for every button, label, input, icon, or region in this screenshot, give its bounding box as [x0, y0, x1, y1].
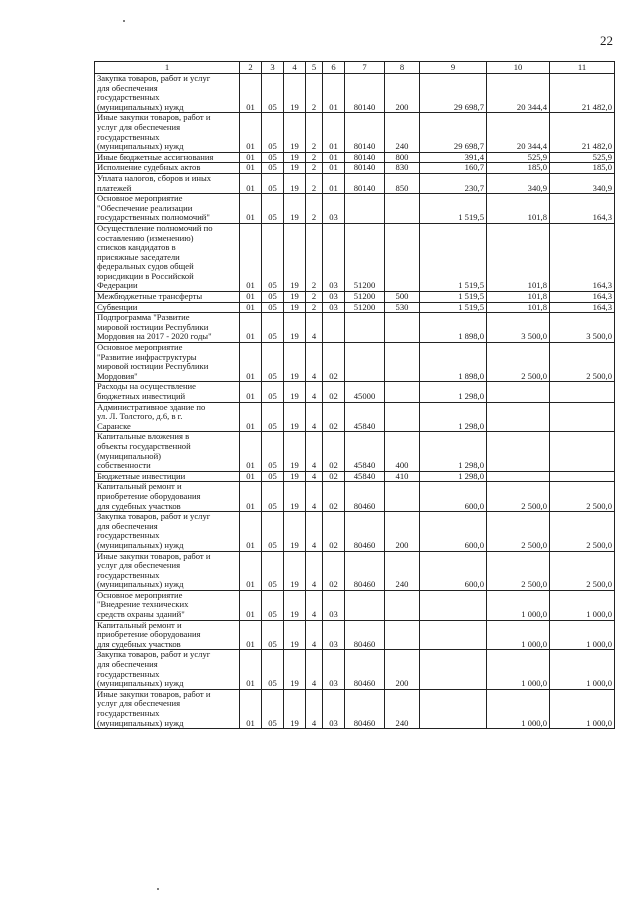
table-row — [95, 620, 615, 650]
table-cell: 05 — [262, 194, 284, 224]
scan-speck — [157, 888, 159, 890]
table-cell: 05 — [262, 471, 284, 482]
budget-table — [94, 61, 615, 729]
table-cell: 80460 — [345, 551, 385, 590]
table-cell: 2 — [306, 74, 323, 113]
table-cell: 03 — [323, 223, 345, 291]
table-cell: 19 — [284, 382, 306, 402]
table-cell: 19 — [284, 74, 306, 113]
table-cell: 05 — [262, 551, 284, 590]
table-cell: 01 — [240, 551, 262, 590]
table-cell: 4 — [306, 620, 323, 650]
table-cell: 80140 — [345, 74, 385, 113]
table-cell: 05 — [262, 113, 284, 152]
table-cell: 05 — [262, 173, 284, 193]
table-cell: 240 — [385, 113, 420, 152]
table-cell: 21 482,0 — [550, 113, 615, 152]
table-cell: 2 500,0 — [487, 482, 550, 512]
table-cell — [385, 313, 420, 343]
table-cell: 01 — [240, 302, 262, 313]
table-cell: 19 — [284, 113, 306, 152]
table-cell: 1 898,0 — [420, 313, 487, 343]
table-cell: 101,8 — [487, 223, 550, 291]
table-row — [95, 302, 615, 313]
table-cell: 80460 — [345, 689, 385, 728]
table-cell: 19 — [284, 551, 306, 590]
table-cell: 391,4 — [420, 152, 487, 163]
table-cell: 1 000,0 — [550, 650, 615, 689]
row-name-cell: Бюджетные инвестиции — [95, 471, 240, 482]
table-cell: 200 — [385, 74, 420, 113]
table-cell: 340,9 — [487, 173, 550, 193]
table-cell: 05 — [262, 482, 284, 512]
table-cell: 200 — [385, 512, 420, 551]
table-cell: 01 — [240, 471, 262, 482]
table-cell: 3 500,0 — [550, 313, 615, 343]
table-cell: 850 — [385, 173, 420, 193]
table-cell: 2 500,0 — [550, 482, 615, 512]
table-cell: 05 — [262, 382, 284, 402]
row-name-cell: Осуществление полномочий по составлению (изменению) списков кандидатов в присяжные заседатели федеральных судов общей юрисдикции в Российской Федерации — [95, 223, 240, 291]
table-cell: 2 — [306, 152, 323, 163]
row-name-cell: Иные бюджетные ассигнования — [95, 152, 240, 163]
table-cell: 101,8 — [487, 292, 550, 303]
table-row — [95, 74, 615, 113]
table-cell — [345, 194, 385, 224]
table-cell — [550, 382, 615, 402]
row-name-cell: Закупка товаров, работ и услуг для обеспечения государственных (муниципальных) нужд — [95, 650, 240, 689]
table-cell: 29 698,7 — [420, 113, 487, 152]
table-cell: 19 — [284, 302, 306, 313]
table-cell: 01 — [240, 292, 262, 303]
table-cell: 01 — [240, 650, 262, 689]
table-cell: 19 — [284, 402, 306, 432]
table-cell: 2 — [306, 113, 323, 152]
table-cell: 19 — [284, 689, 306, 728]
table-cell: 1 000,0 — [487, 620, 550, 650]
table-cell: 01 — [240, 173, 262, 193]
row-name-cell: Исполнение судебных актов — [95, 163, 240, 174]
table-cell — [420, 689, 487, 728]
column-header-8: 8 — [385, 62, 420, 74]
table-cell: 02 — [323, 512, 345, 551]
row-name-cell: Административное здание по ул. Л. Толстого, д.6, в г. Саранске — [95, 402, 240, 432]
table-cell: 1 000,0 — [487, 590, 550, 620]
table-cell: 01 — [323, 74, 345, 113]
table-cell: 03 — [323, 650, 345, 689]
table-cell: 01 — [323, 173, 345, 193]
table-cell: 19 — [284, 650, 306, 689]
table-cell: 01 — [240, 343, 262, 382]
row-name-cell: Межбюджетные трансферты — [95, 292, 240, 303]
table-cell: 01 — [240, 482, 262, 512]
table-cell — [345, 343, 385, 382]
row-name-cell: Иные закупки товаров, работ и услуг для обеспечения государственных (муниципальных) нужд — [95, 113, 240, 152]
table-row — [95, 113, 615, 152]
table-cell: 05 — [262, 689, 284, 728]
table-row — [95, 173, 615, 193]
table-cell — [487, 382, 550, 402]
table-cell: 05 — [262, 343, 284, 382]
table-cell: 1 000,0 — [550, 689, 615, 728]
table-cell: 1 519,5 — [420, 194, 487, 224]
row-name-cell: Иные закупки товаров, работ и услуг для обеспечения государственных (муниципальных) нужд — [95, 551, 240, 590]
table-row — [95, 471, 615, 482]
table-cell: 3 500,0 — [487, 313, 550, 343]
table-cell: 01 — [240, 194, 262, 224]
table-cell: 4 — [306, 512, 323, 551]
table-cell: 02 — [323, 471, 345, 482]
row-name-cell: Уплата налогов, сборов и иных платежей — [95, 173, 240, 193]
table-cell: 4 — [306, 551, 323, 590]
row-name-cell: Расходы на осуществление бюджетных инвестиций — [95, 382, 240, 402]
table-cell — [385, 402, 420, 432]
table-cell: 800 — [385, 152, 420, 163]
table-cell: 19 — [284, 471, 306, 482]
table-cell: 45840 — [345, 402, 385, 432]
table-cell: 02 — [323, 382, 345, 402]
table-cell: 45000 — [345, 382, 385, 402]
table-cell: 200 — [385, 650, 420, 689]
table-cell: 1 519,5 — [420, 292, 487, 303]
table-cell: 20 344,4 — [487, 74, 550, 113]
table-cell: 21 482,0 — [550, 74, 615, 113]
table-cell — [487, 402, 550, 432]
table-cell: 4 — [306, 471, 323, 482]
table-cell: 03 — [323, 292, 345, 303]
table-cell: 19 — [284, 590, 306, 620]
table-cell: 1 898,0 — [420, 343, 487, 382]
table-cell — [345, 313, 385, 343]
column-header-3: 3 — [262, 62, 284, 74]
table-cell: 03 — [323, 620, 345, 650]
table-cell — [550, 432, 615, 471]
table-cell: 05 — [262, 152, 284, 163]
table-cell: 2 — [306, 223, 323, 291]
table-body — [95, 74, 615, 729]
table-cell: 2 500,0 — [487, 551, 550, 590]
table-cell: 530 — [385, 302, 420, 313]
table-row — [95, 551, 615, 590]
row-name-cell: Иные закупки товаров, работ и услуг для обеспечения государственных (муниципальных) нужд — [95, 689, 240, 728]
table-row — [95, 163, 615, 174]
table-cell: 01 — [323, 163, 345, 174]
table-cell: 2 500,0 — [487, 512, 550, 551]
table-cell: 185,0 — [550, 163, 615, 174]
table-row — [95, 650, 615, 689]
table-cell: 1 000,0 — [550, 620, 615, 650]
table-cell: 02 — [323, 482, 345, 512]
row-name-cell: Основное мероприятие "Развитие инфраструктуры мировой юстиции Республики Мордовия" — [95, 343, 240, 382]
table-cell: 03 — [323, 689, 345, 728]
table-cell: 45840 — [345, 471, 385, 482]
row-name-cell: Капитальный ремонт и приобретение оборудования для судебных участков — [95, 482, 240, 512]
table-cell: 01 — [240, 382, 262, 402]
table-cell: 400 — [385, 432, 420, 471]
table-cell: 4 — [306, 482, 323, 512]
table-row — [95, 292, 615, 303]
table-cell: 4 — [306, 402, 323, 432]
table-cell: 01 — [240, 163, 262, 174]
table-cell — [385, 482, 420, 512]
page-number: 22 — [600, 33, 613, 48]
table-cell: 01 — [240, 152, 262, 163]
table-cell: 2 — [306, 163, 323, 174]
table-cell: 29 698,7 — [420, 74, 487, 113]
table-cell: 01 — [240, 620, 262, 650]
table-cell: 05 — [262, 74, 284, 113]
table-cell: 1 000,0 — [487, 689, 550, 728]
table-cell: 80140 — [345, 152, 385, 163]
table-cell: 19 — [284, 163, 306, 174]
table-cell: 19 — [284, 432, 306, 471]
table-cell: 4 — [306, 343, 323, 382]
table-cell: 01 — [240, 512, 262, 551]
row-name-cell: Основное мероприятие "Обеспечение реализации государственных полномочий" — [95, 194, 240, 224]
table-cell: 830 — [385, 163, 420, 174]
table-cell: 4 — [306, 689, 323, 728]
table-cell: 2 — [306, 302, 323, 313]
column-header-5: 5 — [306, 62, 323, 74]
table-cell: 19 — [284, 313, 306, 343]
table-cell: 164,3 — [550, 223, 615, 291]
scan-speck — [123, 20, 125, 22]
table-cell: 02 — [323, 551, 345, 590]
table-cell: 20 344,4 — [487, 113, 550, 152]
row-name-cell: Закупка товаров, работ и услуг для обеспечения государственных (муниципальных) нужд — [95, 74, 240, 113]
table-cell: 2 500,0 — [550, 512, 615, 551]
table-cell: 05 — [262, 163, 284, 174]
table-cell: 05 — [262, 223, 284, 291]
table-cell: 600,0 — [420, 482, 487, 512]
row-name-cell: Капитальные вложения в объекты государственной (муниципальной) собственности — [95, 432, 240, 471]
table-cell: 01 — [240, 113, 262, 152]
table-cell — [420, 650, 487, 689]
table-cell: 19 — [284, 292, 306, 303]
table-cell: 05 — [262, 292, 284, 303]
table-cell: 05 — [262, 302, 284, 313]
table-cell: 01 — [240, 432, 262, 471]
table-cell — [385, 223, 420, 291]
table-cell: 19 — [284, 152, 306, 163]
table-cell — [385, 620, 420, 650]
table-cell — [550, 471, 615, 482]
table-cell: 101,8 — [487, 302, 550, 313]
table-cell: 230,7 — [420, 173, 487, 193]
table-cell: 51200 — [345, 302, 385, 313]
table-row — [95, 402, 615, 432]
table-cell: 1 298,0 — [420, 382, 487, 402]
table-cell — [385, 343, 420, 382]
table-cell: 1 298,0 — [420, 402, 487, 432]
table-cell: 19 — [284, 343, 306, 382]
table-cell: 19 — [284, 482, 306, 512]
table-cell: 4 — [306, 590, 323, 620]
table-cell: 101,8 — [487, 194, 550, 224]
table-cell: 500 — [385, 292, 420, 303]
table-cell: 2 500,0 — [550, 551, 615, 590]
table-cell: 1 298,0 — [420, 432, 487, 471]
table-cell: 185,0 — [487, 163, 550, 174]
table-cell — [487, 432, 550, 471]
table-cell: 4 — [306, 313, 323, 343]
table-cell: 80460 — [345, 620, 385, 650]
table-row — [95, 194, 615, 224]
table-cell: 1 298,0 — [420, 471, 487, 482]
table-cell: 05 — [262, 512, 284, 551]
table-cell: 164,3 — [550, 302, 615, 313]
table-cell: 03 — [323, 302, 345, 313]
table-cell: 600,0 — [420, 512, 487, 551]
column-header-2: 2 — [240, 62, 262, 74]
table-cell: 2 — [306, 173, 323, 193]
table-cell: 1 000,0 — [550, 590, 615, 620]
table-row — [95, 152, 615, 163]
table-cell — [420, 620, 487, 650]
table-cell: 05 — [262, 620, 284, 650]
table-cell: 45840 — [345, 432, 385, 471]
table-cell: 19 — [284, 173, 306, 193]
table-row — [95, 482, 615, 512]
column-header-11: 11 — [550, 62, 615, 74]
table-cell: 05 — [262, 590, 284, 620]
table-cell: 01 — [240, 590, 262, 620]
table-cell: 525,9 — [487, 152, 550, 163]
column-header-7: 7 — [345, 62, 385, 74]
table-cell — [345, 590, 385, 620]
table-row — [95, 343, 615, 382]
table-cell — [385, 382, 420, 402]
table-cell: 05 — [262, 313, 284, 343]
table-cell: 80460 — [345, 650, 385, 689]
table-cell: 164,3 — [550, 194, 615, 224]
column-header-9: 9 — [420, 62, 487, 74]
table-cell: 02 — [323, 343, 345, 382]
table-cell: 01 — [240, 402, 262, 432]
table-cell: 02 — [323, 402, 345, 432]
table-cell: 4 — [306, 382, 323, 402]
table-cell: 80140 — [345, 163, 385, 174]
table-cell — [385, 590, 420, 620]
table-cell: 410 — [385, 471, 420, 482]
row-name-cell: Субвенции — [95, 302, 240, 313]
table-cell: 03 — [323, 194, 345, 224]
table-cell: 01 — [323, 113, 345, 152]
table-row — [95, 590, 615, 620]
table-cell: 600,0 — [420, 551, 487, 590]
table-row — [95, 382, 615, 402]
table-cell: 01 — [323, 152, 345, 163]
table-cell: 1 519,5 — [420, 223, 487, 291]
table-cell: 19 — [284, 223, 306, 291]
table-row — [95, 432, 615, 471]
table-cell: 80140 — [345, 173, 385, 193]
table-row — [95, 313, 615, 343]
table-cell: 340,9 — [550, 173, 615, 193]
table-cell: 2 500,0 — [550, 343, 615, 382]
table-cell: 164,3 — [550, 292, 615, 303]
table-cell: 51200 — [345, 223, 385, 291]
table-cell: 19 — [284, 512, 306, 551]
table-cell: 240 — [385, 689, 420, 728]
table-cell: 4 — [306, 432, 323, 471]
table-cell: 1 000,0 — [487, 650, 550, 689]
table-header-row — [95, 62, 615, 74]
row-name-cell: Капитальный ремонт и приобретение оборудования для судебных участков — [95, 620, 240, 650]
table-cell: 01 — [240, 74, 262, 113]
table-cell — [385, 194, 420, 224]
table-cell: 51200 — [345, 292, 385, 303]
table-cell — [550, 402, 615, 432]
table-cell: 01 — [240, 313, 262, 343]
table-cell: 05 — [262, 432, 284, 471]
table-cell: 525,9 — [550, 152, 615, 163]
column-header-10: 10 — [487, 62, 550, 74]
table-cell — [323, 313, 345, 343]
row-name-cell: Основное мероприятие "Внедрение технических средств охраны зданий" — [95, 590, 240, 620]
table-cell: 03 — [323, 590, 345, 620]
column-header-4: 4 — [284, 62, 306, 74]
table-cell — [420, 590, 487, 620]
table-cell: 4 — [306, 650, 323, 689]
table-cell — [487, 471, 550, 482]
table-cell: 80460 — [345, 512, 385, 551]
row-name-cell: Подпрограмма "Развитие мировой юстиции Республики Мордовия на 2017 - 2020 годы" — [95, 313, 240, 343]
table-cell: 80140 — [345, 113, 385, 152]
table-cell: 2 500,0 — [487, 343, 550, 382]
table-row — [95, 512, 615, 551]
table-row — [95, 223, 615, 291]
table-cell: 80460 — [345, 482, 385, 512]
table-cell: 19 — [284, 194, 306, 224]
table-cell: 02 — [323, 432, 345, 471]
column-header-1: 1 — [95, 62, 240, 74]
table-cell: 19 — [284, 620, 306, 650]
table-cell: 1 519,5 — [420, 302, 487, 313]
table-cell: 01 — [240, 689, 262, 728]
table-row — [95, 689, 615, 728]
row-name-cell: Закупка товаров, работ и услуг для обеспечения государственных (муниципальных) нужд — [95, 512, 240, 551]
table-cell: 2 — [306, 194, 323, 224]
table-cell: 160,7 — [420, 163, 487, 174]
table-cell: 01 — [240, 223, 262, 291]
table-cell: 2 — [306, 292, 323, 303]
table-cell: 05 — [262, 650, 284, 689]
column-header-6: 6 — [323, 62, 345, 74]
table-cell: 05 — [262, 402, 284, 432]
table-cell: 240 — [385, 551, 420, 590]
